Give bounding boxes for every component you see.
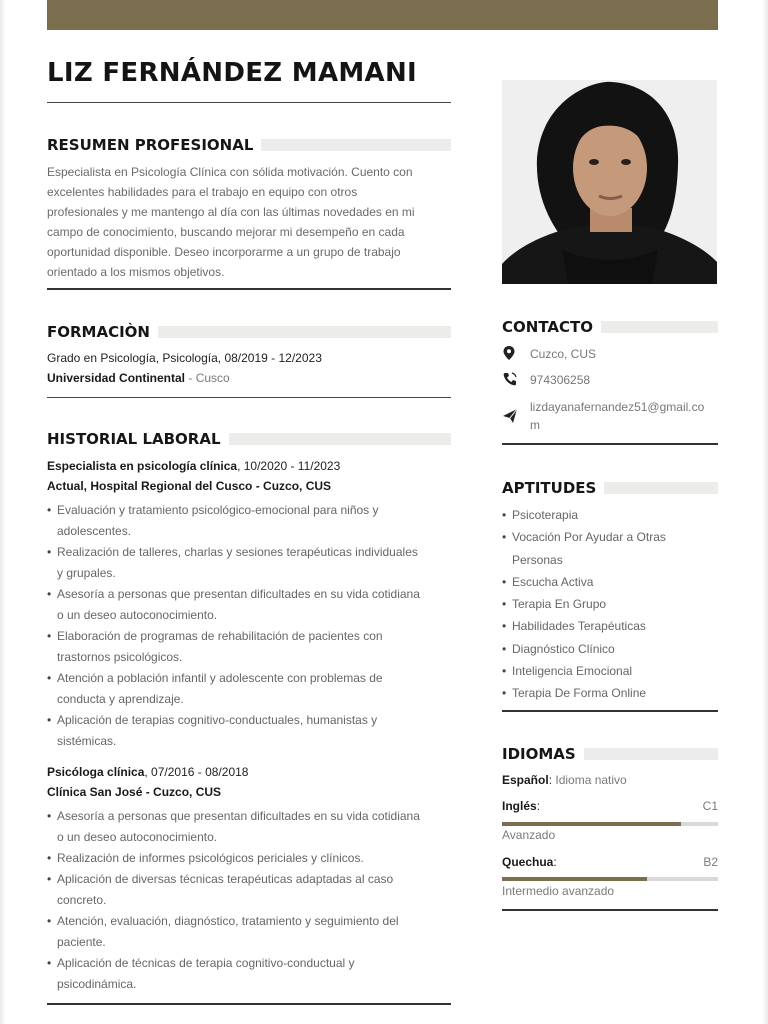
- section-divider: [47, 1003, 451, 1005]
- contact-title: CONTACTO: [502, 318, 593, 336]
- language-level: Intermedio avanzado: [502, 884, 615, 898]
- location-pin-icon: [502, 345, 518, 363]
- summary-title: RESUMEN PROFESIONAL: [47, 136, 254, 154]
- page-edge-left: [0, 0, 6, 1024]
- section-divider: [502, 443, 718, 445]
- summary-heading: [47, 136, 451, 154]
- job-employer-line: [47, 477, 331, 495]
- work-title: HISTORIAL LABORAL: [47, 430, 221, 448]
- job-employer: Actual, Hospital Regional del Cusco - Cuzco, CUS: [47, 479, 332, 493]
- list-item: • Realización de informes psicológicos periciales y clínicos.: [47, 848, 451, 869]
- education-degree: Grado en Psicología: [47, 351, 156, 365]
- list-item: • Escucha Activa: [502, 571, 718, 593]
- heading-bar: [604, 482, 718, 494]
- job-employer: Clínica San José - Cuzco, CUS: [47, 785, 222, 799]
- section-divider: [502, 710, 718, 712]
- job-title-line: [47, 763, 248, 781]
- contact-email[interactable]: [502, 398, 718, 436]
- job-dates: , 10/2020 - 11/2023: [237, 459, 341, 473]
- list-item: • Elaboración de programas de rehabilitación de pacientes con trastornos psicológicos.: [47, 626, 451, 668]
- language-level: Avanzado: [502, 828, 556, 842]
- summary-line: Especialista en Psicología Clínica con sólida motivación. Cuento con: [47, 165, 413, 179]
- job-duties-list: [47, 500, 451, 752]
- profile-photo: [502, 80, 717, 284]
- education-dates: , 08/2019 - 12/2023: [217, 351, 322, 365]
- language-native-name: Español: [502, 773, 549, 787]
- skills-title: APTITUDES: [502, 479, 597, 497]
- summary-line: profesionales y me mantengo al día con las últimas novedades en mi: [47, 205, 415, 219]
- languages-heading: [502, 745, 718, 763]
- list-item: • Aplicación de técnicas de terapia cognitivo-conductual y psicodinámica.: [47, 953, 451, 995]
- phone-icon: [502, 371, 518, 389]
- job-dates: , 07/2016 - 08/2018: [144, 765, 249, 779]
- heading-bar: [158, 326, 451, 338]
- paper-plane-icon: [502, 408, 518, 426]
- languages-title: IDIOMAS: [502, 745, 576, 763]
- summary-line: excelentes habilidades para el trabajo en equipo con otros: [47, 185, 358, 199]
- heading-bar: [601, 321, 718, 333]
- header-accent-bar: [47, 0, 718, 30]
- contact-phone: [502, 371, 718, 389]
- list-item: • Aplicación de diversas técnicas terapéuticas adaptadas al caso concreto.: [47, 869, 451, 911]
- work-heading: [47, 430, 451, 448]
- education-title: FORMACIÒN: [47, 323, 150, 341]
- language-name: Inglés: [502, 799, 537, 813]
- list-item: • Habilidades Terapéuticas: [502, 615, 718, 637]
- list-item: • Atención a población infantil y adolescente con problemas de conducta y aprendizaje.: [47, 668, 451, 710]
- education-school-line: [47, 369, 230, 387]
- job-title-line: [47, 457, 340, 475]
- list-item: • Asesoría a personas que presentan dificultades en su vida cotidiana o un deseo autoconocimiento.: [47, 806, 451, 848]
- job-role: Especialista en psicología clínica: [47, 459, 238, 473]
- summary-text: [47, 162, 451, 282]
- contact-location-text: Cuzco, CUS: [530, 347, 597, 361]
- language-proficiency-bar: [502, 877, 718, 881]
- list-item: • Aplicación de terapias cognitivo-conductuales, humanistas y sistémicas.: [47, 710, 451, 752]
- education-field: , Psicología: [155, 351, 218, 365]
- heading-bar: [261, 139, 451, 151]
- job-role: Psicóloga clínica: [47, 765, 145, 779]
- skills-heading: [502, 479, 718, 497]
- name-divider: [47, 102, 451, 103]
- skills-list: [502, 504, 718, 705]
- section-divider: [47, 288, 451, 290]
- language-code: C1: [702, 799, 718, 813]
- education-school: Universidad Continental: [47, 371, 186, 385]
- summary-line: orientado a los mismos objetivos.: [47, 265, 225, 279]
- list-item: • Vocación Por Ayudar a Otras Personas: [502, 526, 718, 571]
- education-heading: [47, 323, 451, 341]
- list-item: • Realización de talleres, charlas y sesiones terapéuticas individuales y grupales.: [47, 542, 451, 584]
- contact-location: [502, 345, 718, 363]
- list-item: • Inteligencia Emocional: [502, 660, 718, 682]
- education-location: - Cusco: [185, 371, 230, 385]
- language-native-line: Español: Idioma nativo: [502, 773, 627, 787]
- summary-line: oportunidad disponible. Deseo incorporarme a un grupo de trabajo: [47, 245, 401, 259]
- language-proficiency-fill: [502, 877, 647, 881]
- heading-bar: [584, 748, 718, 760]
- portrait-illustration: [502, 80, 717, 284]
- list-item: • Evaluación y tratamiento psicológico-emocional para niños y adolescentes.: [47, 500, 451, 542]
- summary-line: campo de conocimiento, buscando mejorar mi desempeño en cada: [47, 225, 405, 239]
- list-item: • Terapia En Grupo: [502, 593, 718, 615]
- heading-bar: [229, 433, 451, 445]
- list-item: • Diagnóstico Clínico: [502, 638, 718, 660]
- contact-email-text[interactable]: lizdayanafernandez51@gmail.co m: [530, 400, 705, 432]
- section-divider: [47, 397, 451, 398]
- job-employer-line: [47, 783, 221, 801]
- contact-phone-text: 974306258: [530, 373, 591, 387]
- contact-heading: [502, 318, 718, 336]
- list-item: • Atención, evaluación, diagnóstico, tratamiento y seguimiento del paciente.: [47, 911, 451, 953]
- list-item: • Terapia De Forma Online: [502, 682, 718, 704]
- section-divider: [502, 909, 718, 911]
- language-name-line: Inglés:: [502, 799, 541, 813]
- language-code: B2: [703, 855, 718, 869]
- education-degree-line: [47, 349, 322, 367]
- list-item: • Asesoría a personas que presentan dificultades en su vida cotidiana o un deseo autoconocimiento.: [47, 584, 451, 626]
- language-name: Quechua: [502, 855, 554, 869]
- list-item: • Psicoterapia: [502, 504, 718, 526]
- language-native-level: Idioma nativo: [555, 773, 627, 787]
- language-name-line: Quechua:: [502, 855, 557, 869]
- page-edge-right: [762, 0, 768, 1024]
- candidate-name: LIZ FERNÁNDEZ MAMANI: [47, 58, 417, 88]
- job-duties-list: [47, 806, 451, 995]
